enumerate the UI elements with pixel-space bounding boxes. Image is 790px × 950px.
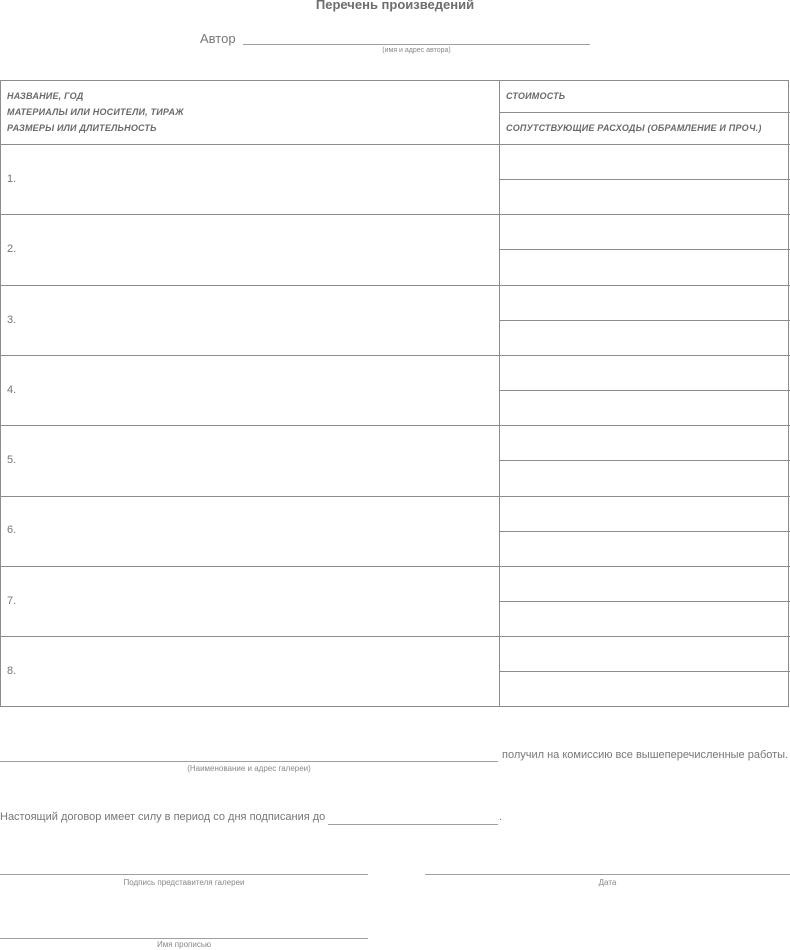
date-field[interactable] xyxy=(425,874,790,875)
row-8-subdivider xyxy=(500,671,790,672)
row-number-7: 7. xyxy=(7,595,17,607)
row-5-border xyxy=(0,496,790,497)
row-3-subdivider xyxy=(500,320,790,321)
row-5-subdivider xyxy=(500,460,790,461)
author-caption: (имя и адрес автора) xyxy=(382,47,451,54)
date-caption: Дата xyxy=(598,878,617,887)
row-number-6: 6. xyxy=(7,524,17,536)
header-bottom-border xyxy=(0,144,790,145)
row-1-border xyxy=(0,214,790,215)
row-7-border xyxy=(0,636,790,637)
row-number-3: 3. xyxy=(7,314,17,326)
row-2-border xyxy=(0,285,790,286)
cost-column-header: СТОИМОСТЬ xyxy=(506,91,566,101)
signature-caption: Подпись представителя галереи xyxy=(123,878,245,887)
gallery-caption: (Наименование и адрес галереи) xyxy=(187,764,311,773)
row-6-border xyxy=(0,566,790,567)
row-4-subdivider xyxy=(500,390,790,391)
page-title: Перечень произведений xyxy=(315,0,475,12)
row-3-border xyxy=(0,355,790,356)
header-subdivider xyxy=(500,112,790,113)
contract-period: . xyxy=(499,811,503,823)
works-table xyxy=(0,80,789,707)
name-field[interactable] xyxy=(0,938,368,939)
row-number-4: 4. xyxy=(7,384,17,396)
expenses-column-header: СОПУТСТВУЮЩИЕ РАСХОДЫ (ОБРАМЛЕНИЕ И ПРОЧ.) xyxy=(506,123,762,133)
contract-validity-text: Настоящий договор имеет силу в период со дня подписания до xyxy=(0,811,326,823)
author-label: Автор xyxy=(200,31,236,46)
gallery-field[interactable] xyxy=(0,761,498,762)
row-1-subdivider xyxy=(500,179,790,180)
row-number-5: 5. xyxy=(7,454,17,466)
table-column-divider xyxy=(499,80,500,707)
signature-field[interactable] xyxy=(0,874,368,875)
row-6-subdivider xyxy=(500,531,790,532)
author-field[interactable] xyxy=(243,44,590,45)
header-line-dimensions: РАЗМЕРЫ ИЛИ ДЛИТЕЛЬНОСТЬ xyxy=(7,123,157,133)
row-4-border xyxy=(0,425,790,426)
left-column-header xyxy=(7,88,184,136)
row-number-8: 8. xyxy=(7,665,17,677)
contract-end-date-field[interactable] xyxy=(328,824,498,825)
header-line-title-year: НАЗВАНИЕ, ГОД xyxy=(7,91,84,101)
header-line-materials: МАТЕРИАЛЫ ИЛИ НОСИТЕЛИ, ТИРАЖ xyxy=(7,107,184,117)
row-number-2: 2. xyxy=(7,243,17,255)
name-caption: Имя прописью xyxy=(156,940,211,949)
row-2-subdivider xyxy=(500,249,790,250)
row-number-1: 1. xyxy=(7,173,17,185)
row-7-subdivider xyxy=(500,601,790,602)
gallery-statement: получил на комиссию все вышеперечисленные работы. xyxy=(502,749,789,761)
